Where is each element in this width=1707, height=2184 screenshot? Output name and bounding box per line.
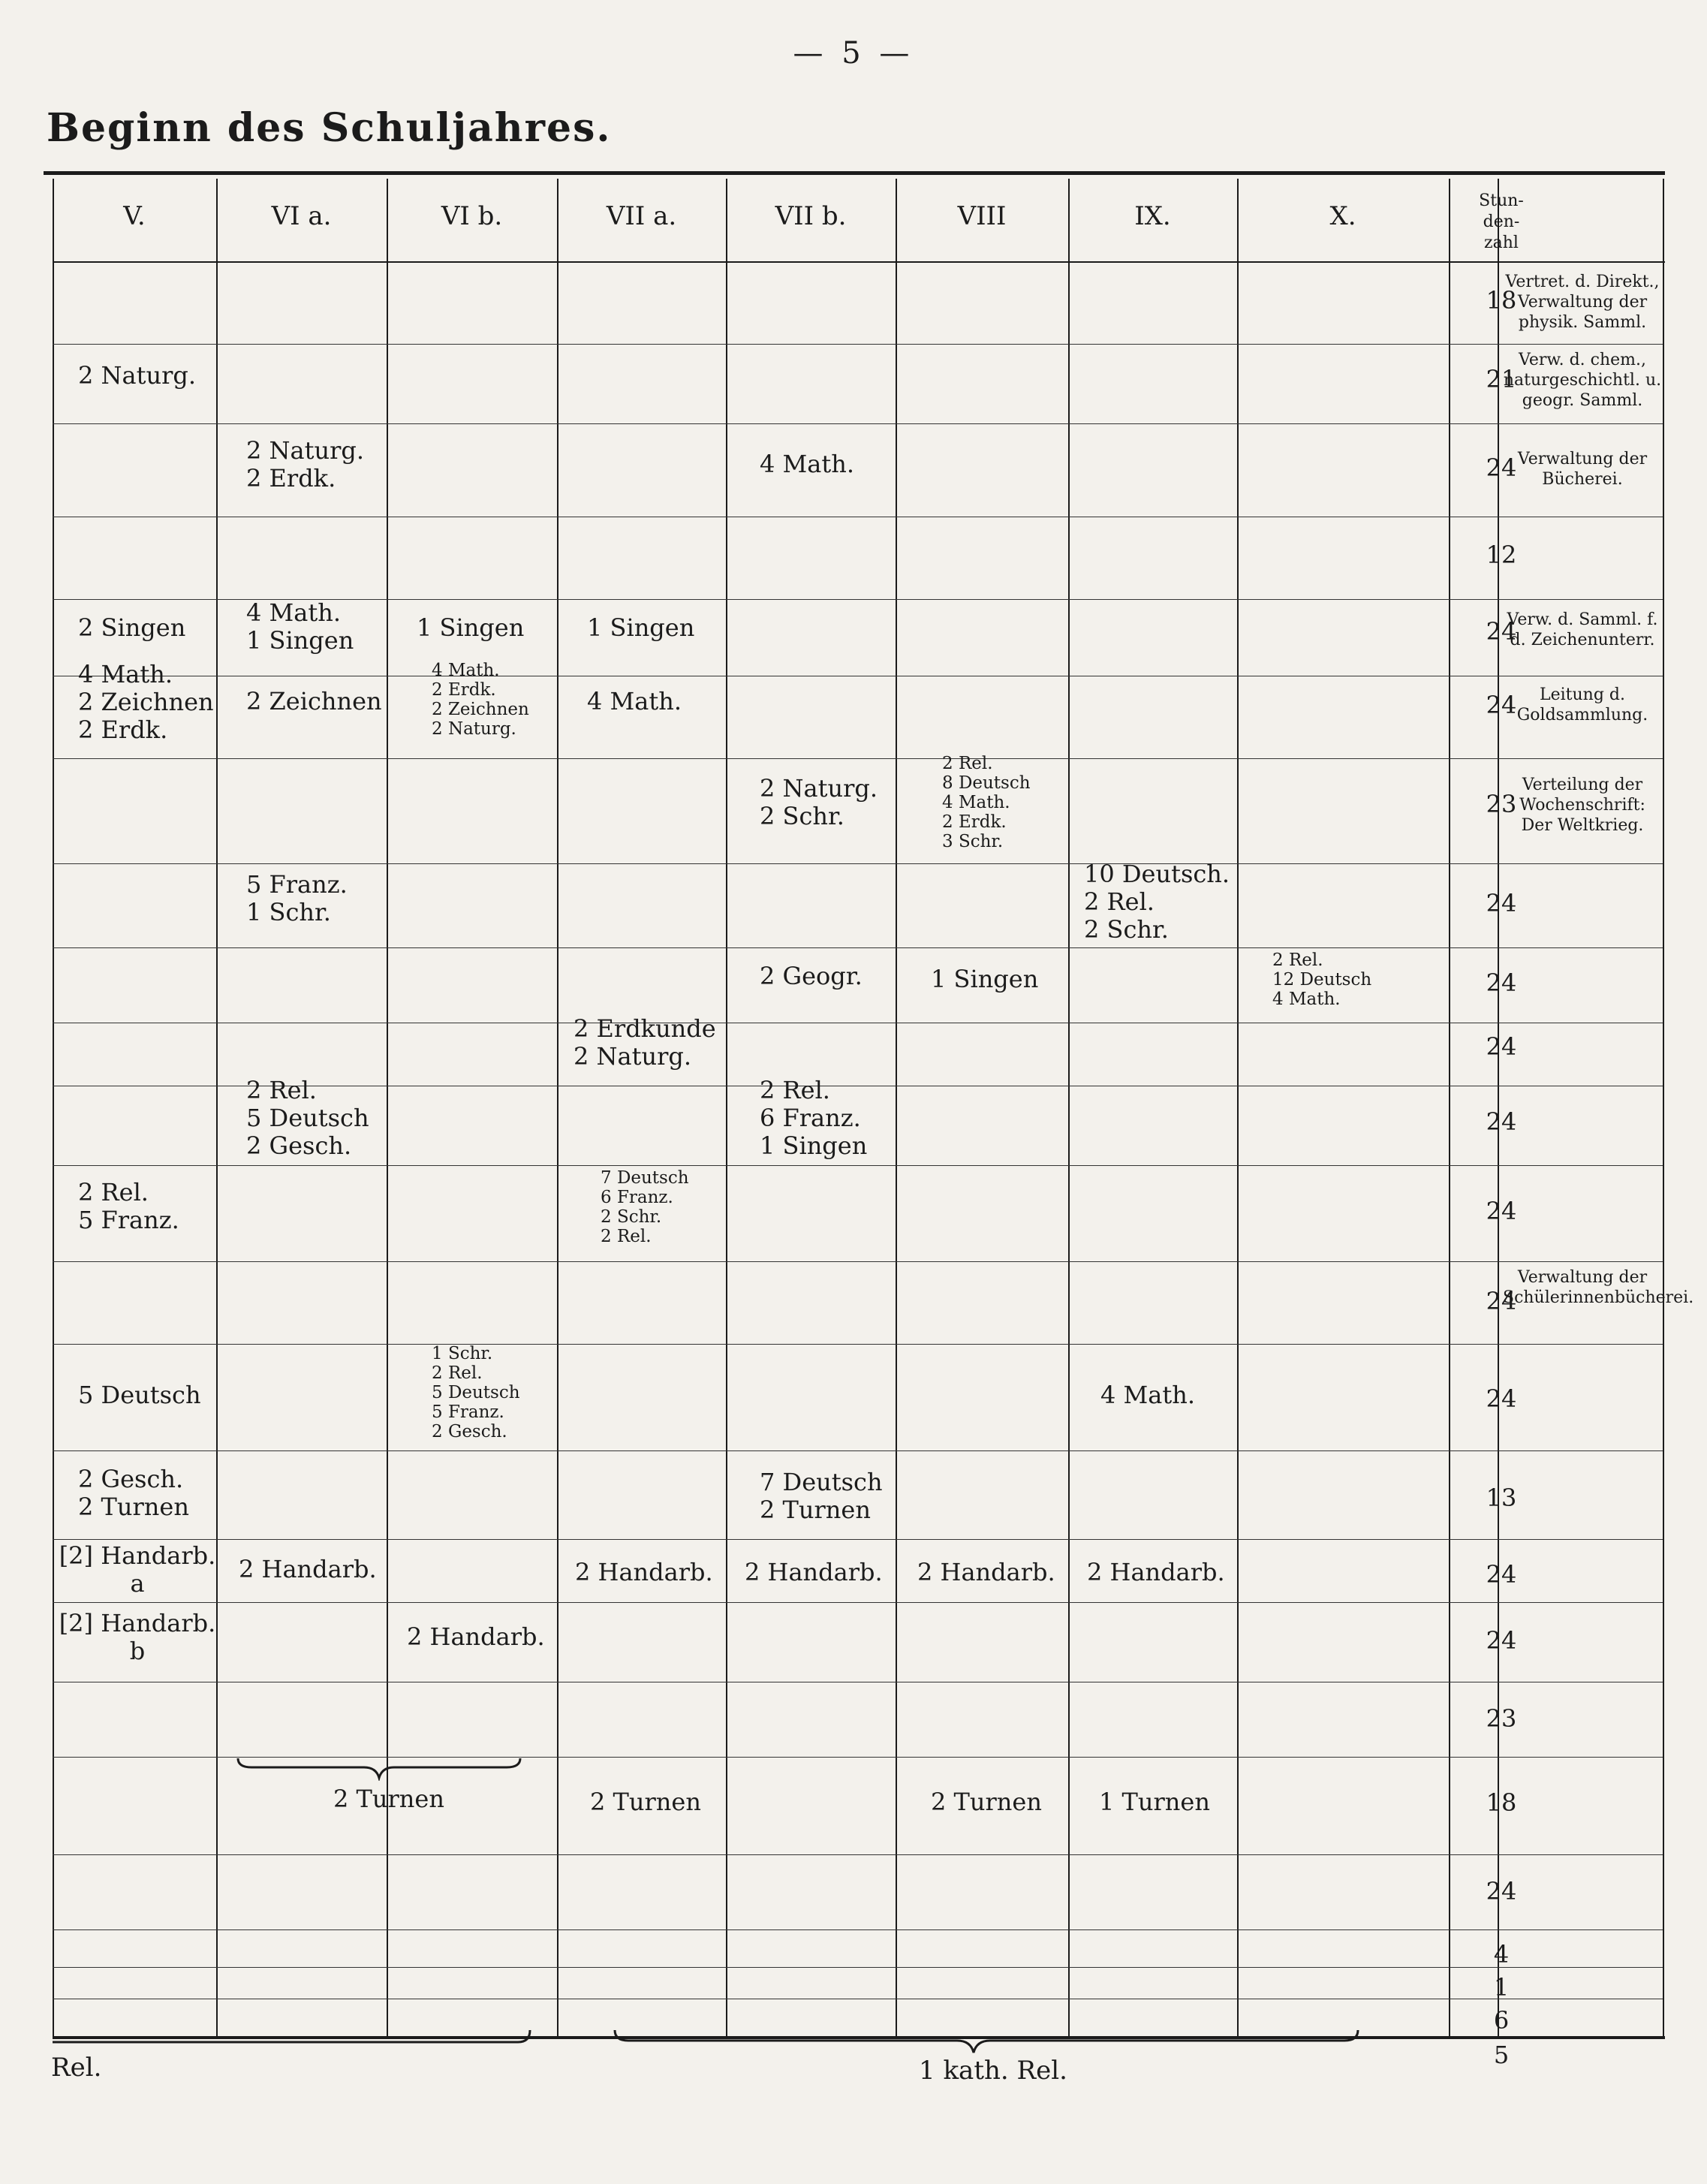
cell-viia: 4 Math. <box>587 687 682 715</box>
column-header-via: VI a. <box>271 201 332 231</box>
cell-vib: 1 Singen <box>417 613 525 642</box>
page-heading: Beginn des Schuljahres. <box>47 105 612 151</box>
row-divider <box>53 1450 1663 1451</box>
cell-x: 2 Rel. 12 Deutsch 4 Math. <box>1272 950 1372 1009</box>
column-header-v: V. <box>123 201 146 231</box>
cell-viib: 2 Handarb. <box>745 1558 883 1586</box>
cell-viia: 1 Singen <box>587 613 695 642</box>
cell-v: 2 Singen <box>78 613 186 642</box>
row-divider <box>53 863 1663 864</box>
row-note: Verwaltung der Bücherei. <box>1517 450 1648 489</box>
column-divider <box>1663 179 1664 2036</box>
footer-center-label: 1 kath. Rel. <box>919 2056 1067 2086</box>
row-divider <box>53 423 1663 424</box>
row-note: Vertret. d. Direkt., Verwaltung der physik. Samml. <box>1505 273 1660 332</box>
row-divider <box>53 1539 1663 1540</box>
row-divider <box>53 1165 1663 1166</box>
row-note: Verteilung der Wochenschrift: Der Weltkrieg. <box>1519 776 1645 835</box>
column-header-ix: IX. <box>1134 201 1171 231</box>
hours-value: 21 <box>1486 365 1517 393</box>
cell-ix: 4 Math. <box>1100 1381 1196 1409</box>
column-header-viii: VIII <box>957 201 1007 231</box>
cell-viia: 2 Erdkunde 2 Naturg. <box>574 1014 716 1071</box>
hours-value: 24 <box>1486 1107 1517 1136</box>
hours-value: 24 <box>1486 1877 1517 1905</box>
cell-via: 2 Naturg. 2 Erdk. <box>246 436 365 493</box>
brace-vi-ab <box>236 1755 522 1781</box>
row-note: Verw. d. Samml. f. d. Zeichenunterr. <box>1507 610 1658 649</box>
row-divider <box>53 344 1663 345</box>
cell-vib: 1 Schr. 2 Rel. 5 Deutsch 5 Franz. 2 Gesch. <box>432 1344 520 1441</box>
cell-v: [2] Handarb. a <box>59 1541 216 1598</box>
row-divider <box>53 1261 1663 1262</box>
cell-viib: 2 Naturg. 2 Schr. <box>760 774 878 830</box>
cell-viib: 2 Rel. 6 Franz. 1 Singen <box>760 1076 868 1160</box>
cell-viia: 7 Deutsch 6 Franz. 2 Schr. 2 Rel. <box>601 1168 689 1246</box>
hours-value: 4 <box>1493 1940 1510 1969</box>
hours-value: 23 <box>1486 790 1517 818</box>
hours-value: 24 <box>1486 1560 1517 1589</box>
cell-ix: 10 Deutsch. 2 Rel. 2 Schr. <box>1084 860 1230 944</box>
cell-via: 2 Rel. 5 Deutsch 2 Gesch. <box>246 1076 369 1160</box>
hours-value: 13 <box>1486 1484 1517 1512</box>
cell-viii: 2 Handarb. <box>917 1558 1055 1586</box>
cell-viii: 2 Rel. 8 Deutsch 4 Math. 2 Erdk. 3 Schr. <box>942 754 1031 851</box>
table-header-rule <box>53 261 1665 263</box>
cell-ix: 2 Handarb. <box>1087 1558 1225 1586</box>
table-top-rule <box>44 171 1665 175</box>
hours-value: 12 <box>1486 541 1517 569</box>
page-number: — 5 — <box>793 36 914 71</box>
hours-column-header: Stun- den- zahl <box>1479 191 1524 252</box>
row-note: Verwaltung der Schülerinnenbücherei. <box>1503 1268 1694 1307</box>
column-header-vib: VI b. <box>441 201 503 231</box>
row-note: Verw. d. chem., naturgeschichtl. u. geogr. Samml. <box>1503 351 1662 410</box>
hours-value: 24 <box>1486 968 1517 997</box>
hours-value: 24 <box>1486 453 1517 482</box>
hours-value: 24 <box>1486 1287 1517 1315</box>
cell-viia: 2 Handarb. <box>575 1558 713 1586</box>
brace-footer-center <box>612 2027 1362 2057</box>
row-note: Leitung d. Goldsammlung. <box>1516 685 1648 724</box>
cell-via: 5 Franz. 1 Schr. <box>246 870 348 926</box>
cell-v: 2 Rel. 5 Franz. <box>78 1178 179 1234</box>
cell-vib: 4 Math. 2 Erdk. 2 Zeichnen 2 Naturg. <box>432 661 529 739</box>
hours-value: 24 <box>1486 1197 1517 1225</box>
cell-v: 2 Naturg. <box>78 361 197 390</box>
cell-viib: 2 Geogr. <box>760 962 863 990</box>
hours-value: 24 <box>1486 1032 1517 1061</box>
hours-value: 18 <box>1486 286 1517 315</box>
column-header-viia: VII a. <box>606 201 677 231</box>
column-header-x: X. <box>1329 201 1356 231</box>
hours-value: 23 <box>1486 1704 1517 1733</box>
row-divider <box>53 758 1663 759</box>
hours-value: 24 <box>1486 691 1517 719</box>
hours-value: 24 <box>1486 1384 1517 1413</box>
cell-vi-ab: 2 Turnen <box>333 1785 444 1813</box>
cell-v: 5 Deutsch <box>78 1381 201 1409</box>
hours-value: 24 <box>1486 617 1517 646</box>
column-header-viib: VII b. <box>775 201 847 231</box>
hours-value: 24 <box>1486 889 1517 917</box>
row-divider <box>53 1344 1663 1345</box>
hours-value: 1 <box>1493 1973 1510 2002</box>
cell-via: 4 Math. 1 Singen <box>246 598 354 655</box>
row-divider <box>53 1854 1663 1855</box>
cell-viib: 7 Deutsch 2 Turnen <box>760 1468 883 1524</box>
cell-viib: 4 Math. <box>760 450 855 478</box>
footer-left-label: Rel. <box>51 2053 102 2083</box>
cell-vib: 2 Handarb. <box>407 1622 545 1651</box>
hours-value: 6 <box>1493 2006 1510 2035</box>
cell-viia: 2 Turnen <box>590 1788 701 1816</box>
row-divider <box>53 1967 1663 1968</box>
hours-value: 24 <box>1486 1626 1517 1655</box>
cell-via: 2 Handarb. <box>239 1555 377 1583</box>
row-divider <box>53 1929 1663 1930</box>
hours-value: 5 <box>1493 2041 1510 2069</box>
cell-ix: 1 Turnen <box>1099 1788 1210 1816</box>
hours-value: 18 <box>1486 1788 1517 1817</box>
row-divider <box>53 1602 1663 1603</box>
cell-v: [2] Handarb. b <box>59 1609 216 1665</box>
cell-v: 2 Gesch. 2 Turnen <box>78 1465 189 1521</box>
row-divider <box>53 947 1663 948</box>
cell-viii: 1 Singen <box>931 965 1039 993</box>
cell-viii: 2 Turnen <box>931 1788 1042 1816</box>
cell-v: 4 Math. 2 Zeichnen 2 Erdk. <box>78 660 214 744</box>
cell-via: 2 Zeichnen <box>246 687 382 715</box>
brace-footer-left <box>53 2027 533 2045</box>
